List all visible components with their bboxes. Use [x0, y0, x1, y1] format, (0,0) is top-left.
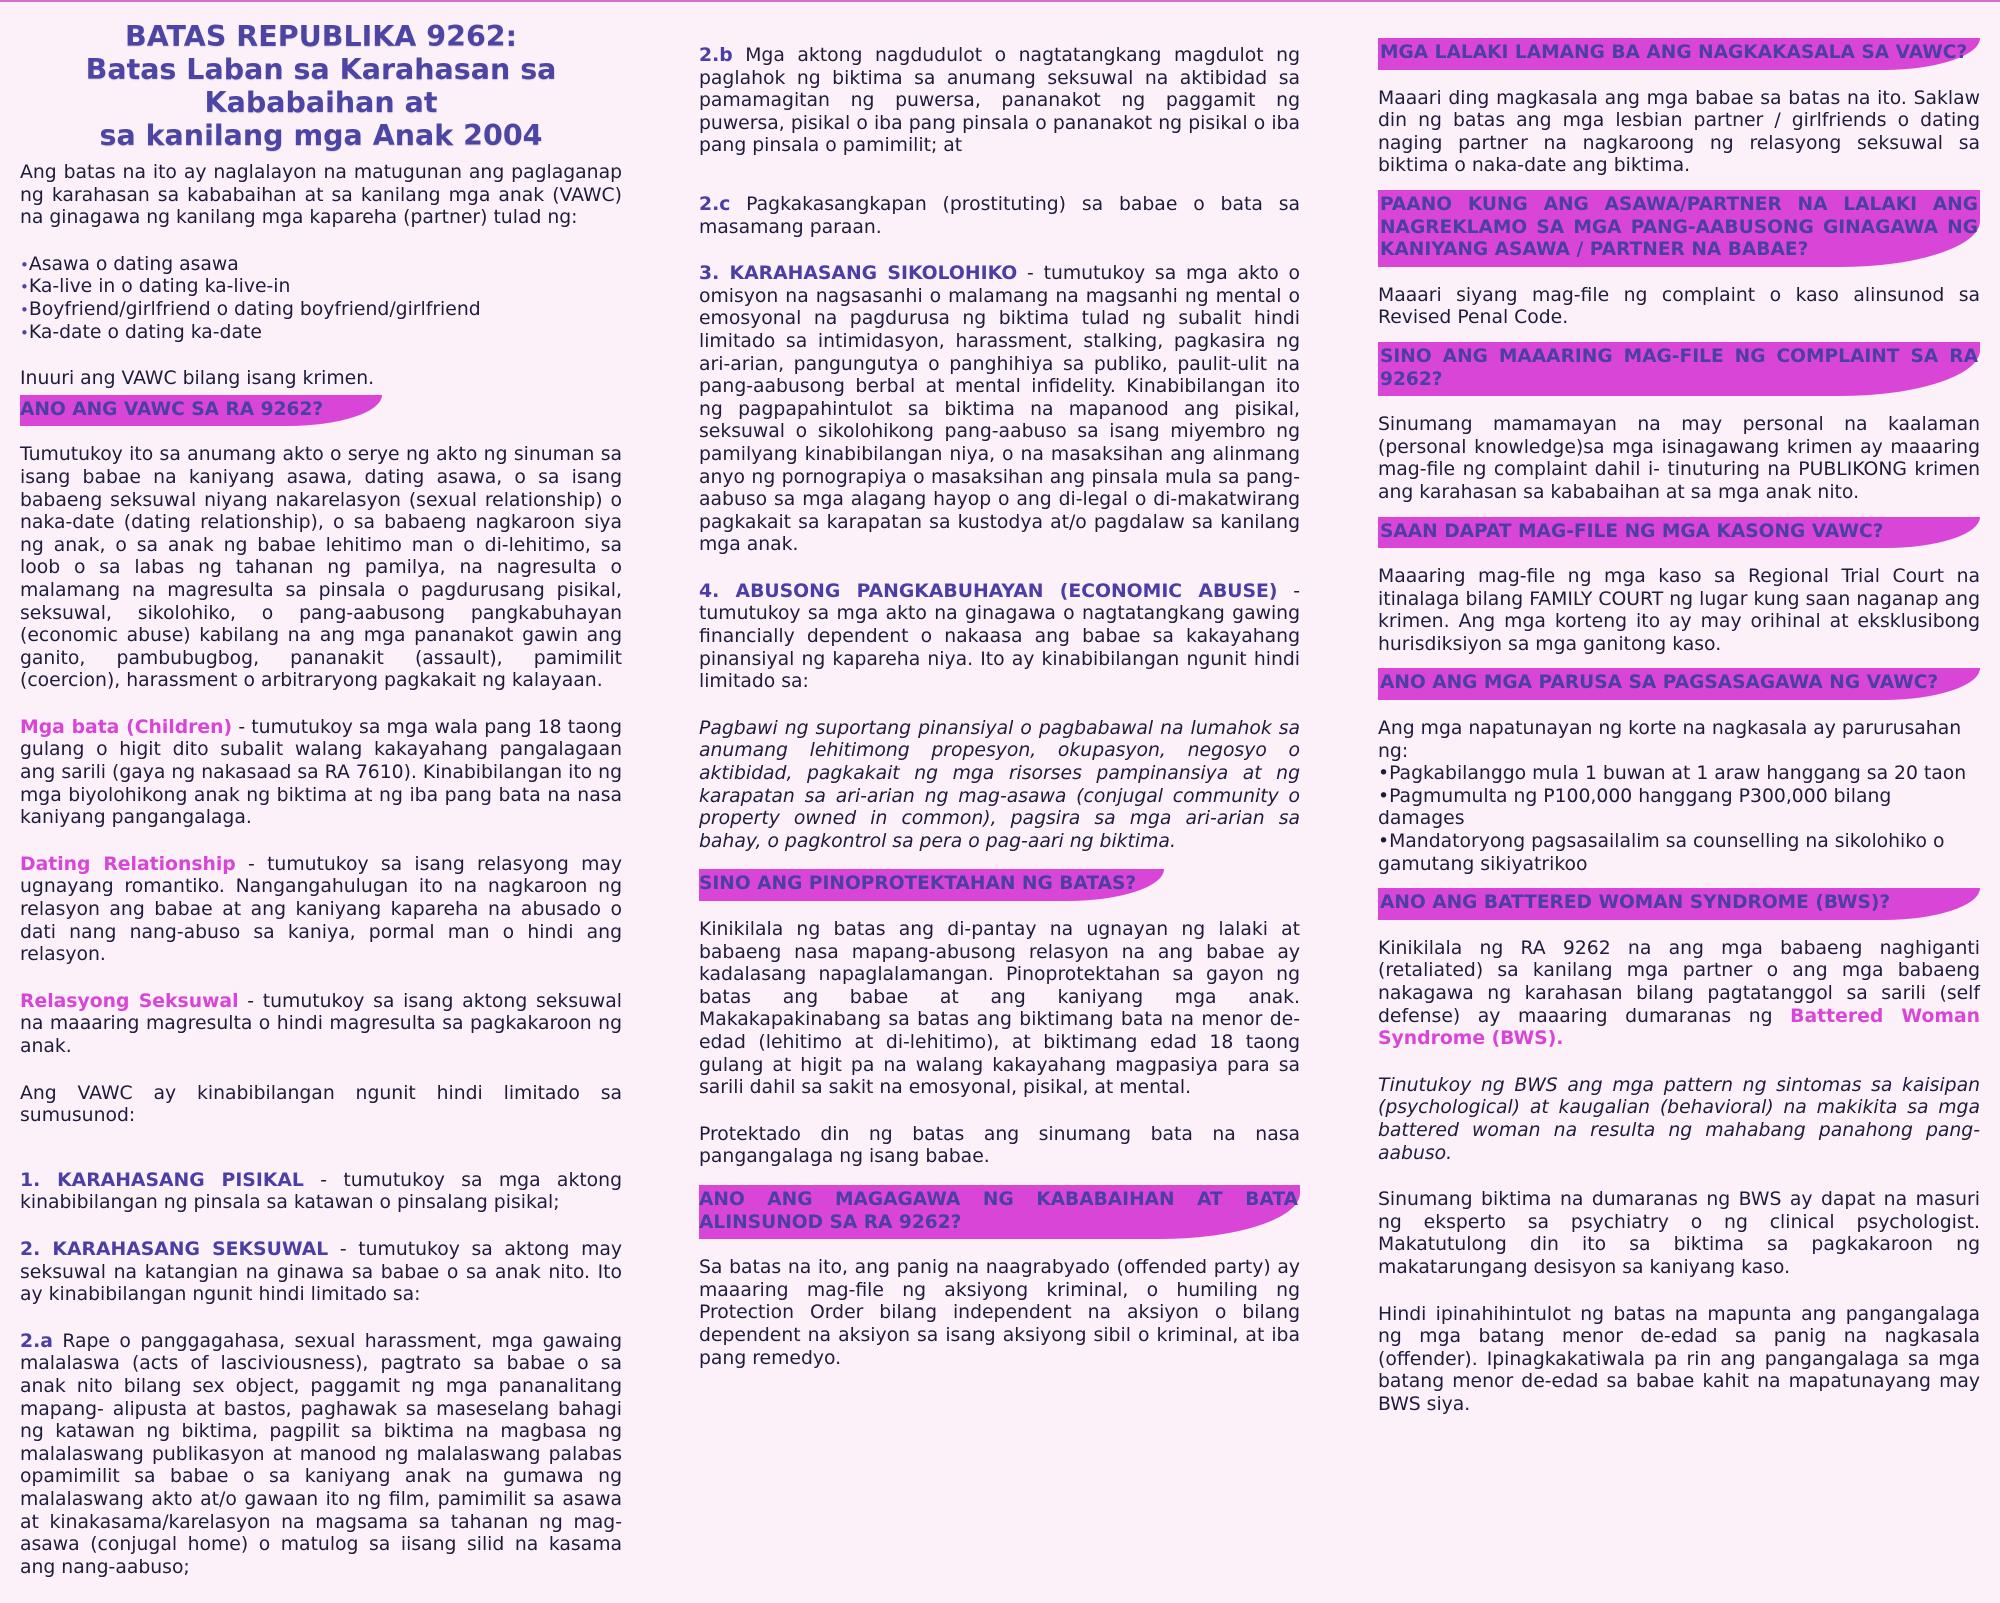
title-line-3: sa kanilang mga Anak 2004	[99, 119, 543, 152]
sexual-violence-term: 2. KARAHASANG SEKSUWAL	[20, 1238, 329, 1260]
economic-abuse-examples: Pagbawi ng suportang pinansiyal o pagbabawal na lumahok sa anumang lehitimong propesyon, okupasyon, negosyo o aktibidad, pagkakait ng mga risorses pampinansiya at ng karapatan sa ari-arian ng mag-asawa (conjugal community o property owned in common), pagsira sa mga ari-arian sa bahay, o pagkontrol sa pera o pag-aari ng biktima.	[699, 717, 1300, 852]
sexual-relationship-term: Relasyong Seksuwal	[20, 990, 239, 1012]
men-offenders-paragraph: Maaari ding magkasala ang mga babae sa batas na ito. Saklaw din ng batas ang mga lesbian partner / girlfriends o dating naging partner na nagkaroong ng relasyong seksuwal sa biktima o naka-date ang biktima.	[1378, 87, 1980, 177]
list-item: • Pagmumulta ng P100,000 hanggang P300,000 bilang damages	[1378, 786, 1980, 831]
heading-bws: ANO ANG BATTERED WOMAN SYNDROME (BWS)?	[1378, 888, 1980, 920]
list-item: • Mandatoryong pagsasailalim sa counselling na sikolohiko o gamutang sikiyatrikoo	[1378, 831, 1980, 876]
where-to-file-paragraph: Maaaring mag-file ng mga kaso sa Regional Trial Court na itinalaga bilang FAMILY COURT ng lugar kung saan naganap ang krimen. Ang mga korteng ito ay may orihinal at eksklusibong hurisdiksiyon sa mga ganitong kaso.	[1378, 566, 1980, 655]
economic-abuse-term: 4. ABUSONG PANGKABUHAYAN (ECONOMIC ABUSE)	[699, 580, 1278, 602]
bws-paragraph-3: Sinumang biktima na dumaranas ng BWS ay dapat na masuri ng eksperto sa psychiatry o ng clinical psychologist. Makatutulong din ito sa biktima sa pagkakaroon ng makatarungang desisyon sa kaniyang kaso.	[1378, 1189, 1980, 1278]
sexual-violence-2a: 2.a Rape o panggagahasa, sexual harassment, mga gawaing malalaswa (acts of lasciviousness), pagtrato sa babae o sa anak nito bilang sex object, paggamit ng mga pananalitang mapang- alipusta at bastos, paghawak sa maseselang bahagi ng katawan ng biktima, pagpilit sa biktima na magbasa ng malalaswang publikasyon at manood ng malalaswang palabas opamimilit sa babae o sa kaniyang anak na gumawa ng malalaswang akto at/o gawaan ito ng film, pamimilit sa asawa at kinakasama/karelasyon na magsama sa tahanan ng mag-asawa (conjugal home) o matulog sa iisang silid na kasama ang nang-aabuso;	[20, 1330, 622, 1578]
protected-paragraph-2: Protektado din ng batas ang sinumang bata na nasa pangangalaga ng isang babae.	[699, 1123, 1300, 1168]
protected-paragraph-1: Kinikilala ng batas ang di-pantay na ugnayan ng lalaki at babaeng nasa mapang-abusong relasyon na ang babae ay kadalasang napaglalamangan. Pinoprotektahan sa gayon ng batas ang babae at ang kaniyang mga anak. Makakapakinabang sa batas ang biktimang bata na menor de-edad (lehitimo at di-lehitimo), at biktimang edad 18 taong gulang at higit pa na walang kakayahang magpasiya para sa sarili dahil sa sakit na emosyonal, pisikal, at mental.	[699, 919, 1300, 1099]
sexual-relationship-definition: Relasyong Seksuwal - tumutukoy sa isang aktong seksuwal na maaaring magresulta o hindi magresulta sa pagkakaroon ng anak.	[20, 990, 622, 1057]
heading-vawc: ANO ANG VAWC SA RA 9262?	[20, 395, 382, 427]
dating-term: Dating Relationship	[20, 853, 236, 875]
male-victim-paragraph: Maaari siyang mag-file ng complaint o kaso alinsunod sa Revised Penal Code.	[1378, 284, 1980, 329]
list-item: • Ka-date o dating ka-date	[20, 322, 622, 345]
heading-penalties: ANO ANG MGA PARUSA SA PAGSASAGAWA NG VAWC?	[1378, 668, 1980, 700]
heading-male-victim: PAANO KUNG ANG ASAWA/PARTNER NA LALAKI ANG NAGREKLAMO SA MGA PANG-AABUSONG GINAGAWA NG KANIYANG ASAWA / PARTNER NA BABAE?	[1378, 190, 1980, 267]
bws-paragraph-4: Hindi ipinahihintulot ng batas na mapunta ang pangangalaga ng mga batang menor de-edad sa panig na nagkasala (offender). Ipinagkakatiwala pa rin ang pangangalaga sa mga batang menor de-edad sa babae kahit na mapatunayang may BWS siya.	[1378, 1303, 1980, 1415]
children-term: Mga bata (Children)	[20, 716, 233, 738]
heading-remedies: ANO ANG MAGAGAWA NG KABABAIHAN AT BATA ALINSUNOD SA RA 9262?	[699, 1185, 1300, 1239]
heading-who-can-file: SINO ANG MAAARING MAG-FILE NG COMPLAINT SA RA 9262?	[1378, 342, 1980, 396]
penalty-list	[1378, 763, 1980, 876]
heading-men-offenders: MGA LALAKI LAMANG BA ANG NAGKAKASALA SA VAWC?	[1378, 38, 1980, 70]
sexual-violence-2b: 2.b Mga aktong nagdudulot o nagtatangkang magdulot ng paglahok ng biktima sa anumang seksuwal na aktibidad sa pamamagitan ng puwersa, pananakot ng paggamit ng puwersa, pisikal o iba pang pinsala o pananakot ng pisikal o iba pang pinsala o pamimilit; at	[699, 45, 1300, 157]
bws-term: Battered Woman Syndrome (BWS).	[1378, 1005, 1980, 1050]
penalties-intro: Ang mga napatunayan ng korte na nagkasala ay parurusahan ng:	[1378, 718, 1962, 762]
includes-paragraph: Ang VAWC ay kinabibilangan ngunit hindi limitado sa sumusunod:	[20, 1082, 622, 1127]
list-item: • Ka-live in o dating ka-live-in	[20, 276, 622, 299]
item-2c-term: 2.c	[699, 193, 731, 215]
psychological-violence-term: 3. KARAHASANG SIKOLOHIKO	[699, 263, 1018, 285]
title-line-2: Batas Laban sa Karahasan sa Kababaihan at	[85, 53, 557, 119]
heading-where-to-file: SAAN DAPAT MAG-FILE NG MGA KASONG VAWC?	[1378, 517, 1980, 549]
bws-paragraph-1: Kinikilala ng RA 9262 na ang mga babaeng naghiganti (retaliated) sa kanilang mga partner o ang mga babaeng nakagawa ng karahasan bilang pagtatanggol sa sarili (self defense) ay maaaring dumaranas ng Battered Woman Syndrome (BWS).	[1378, 937, 1980, 1050]
partner-list	[20, 254, 622, 344]
sexual-violence-2c: 2.c Pagkakasangkapan (prostituting) sa babae o bata sa masamang paraan.	[699, 193, 1300, 238]
physical-violence: 1. KARAHASANG PISIKAL - tumutukoy sa mga aktong kinabibilangan ng pinsala sa katawan o pinsalang pisikal;	[20, 1169, 623, 1214]
heading-protected: SINO ANG PINOPROTEKTAHAN NG BATAS?	[699, 869, 1164, 901]
economic-abuse: 4. ABUSONG PANGKABUHAYAN (ECONOMIC ABUSE) - tumutukoy sa mga akto na ginagawa o nagtatangkang gawing financially dependent o nakaasa ang babae sa kakayahang pinansiyal ng kapareha niya. Ito ay kinabibilangan ngunit hindi limitado sa:	[699, 580, 1301, 693]
item-2b-term: 2.b	[699, 45, 733, 66]
physical-violence-term: 1. KARAHASANG PISIKAL	[20, 1169, 304, 1191]
column-1	[20, 18, 622, 1603]
vawc-definition: Tumutukoy ito sa anumang akto o serye ng akto ng sinuman sa isang babae na kaniyang asawa, dating asawa, o sa isang babaeng seksuwal niyang nakarelasyon (sexual relationship) o naka-date (dating relationship), o sa babaeng nagkaroon siya ng anak, o sa anak ng babae lehitimo man o di-lehitimo, sa loob o sa labas ng tahanan ng pamilya, na nagresulta o malamang na magresulta sa pinsala o pagdurusang pisikal, seksuwal, sikolohiko, o pang-aabusong pangkabuhayan (economic abuse) kabilang na ang mga pananakot gawin ang ganito, pambubugbog, pananakit (assault), pamimilit (coercion), harassment o arbitraryong pagkakait ng kalayaan.	[20, 444, 622, 692]
dating-definition: Dating Relationship - tumutukoy sa isang relasyong may ugnayang romantiko. Nangangahulugan ito na nagkaroon ng relasyon ang babae at ang kaniyang kapareha na abusado o dati nang nang-abuso sa kaniya, pormal man o hindi ang relasyon.	[20, 853, 623, 966]
psychological-violence: 3. KARAHASANG SIKOLOHIKO - tumutukoy sa mga akto o omisyon na nagsasanhi o malamang na magsanhi ng mental o emosyonal na pagdurusa ng biktima tulad ng subalit hindi limitado sa intimidasyon, harassment, stalking, pagkasira ng ari-arian, pangungutya o panghihiya sa publiko, paulit-ulit na pang-aabusong berbal at mental infidelity. Kinabibilangan ito ng pagpapahintulot sa biktima na mapanood ang pisikal, seksuwal o sikolohikong pang-aabuso sa isang miyembro ng pamilyang kinabibilangan niya, o na masaksihan ang alinmang anyo ng pornograpiya o masaksihan ang pinsala mula sa pang-aabuso sa mga alagang hayop o ang di-legal o di-makatwirang pagkakait sa karapatan sa kustodya at/o pagdalaw sa kanilang mga anak.	[699, 263, 1300, 556]
list-item: • Boyfriend/girlfriend o dating boyfriend/girlfriend	[20, 299, 622, 322]
column-3	[1378, 38, 1980, 1441]
title-line-1: BATAS REPUBLIKA 9262:	[124, 20, 517, 53]
page-title	[20, 20, 622, 152]
who-can-file-paragraph: Sinumang mamamayan na may personal na kaalaman (personal knowledge)sa mga isinagawang krimen ay maaaring mag-file ng complaint dahil i- tinuturing na PUBLIKONG krimen ang karahasan sa kababaihan at sa mga anak nito.	[1378, 414, 1980, 503]
bws-paragraph-2: Tinutukoy ng BWS ang mga pattern ng sintomas sa kaisipan (psychological) at kaugalian (behavioral) na makikita sa mga battered woman na resulta ng mahabang panahong pang-aabuso.	[1378, 1074, 1980, 1164]
children-definition: Mga bata (Children) - tumutukoy sa mga wala pang 18 taong gulang o higit dito subalit walang kakayahang pangalagaan ang sarili (gaya ng nakasaad sa RA 7610). Kinabibilangan ito ng mga biyolohikong anak ng biktima at ng iba pang bata na nasa kaniyang pangangalaga.	[20, 716, 622, 829]
item-2a-term: 2.a	[20, 1330, 53, 1352]
crime-statement: Inuuri ang VAWC bilang isang krimen.	[20, 368, 375, 390]
column-2	[699, 45, 1300, 1394]
list-item: • Asawa o dating asawa	[20, 254, 622, 277]
intro-paragraph: Ang batas na ito ay naglalayon na matugunan ang paglaganap ng karahasan sa kababaihan at sa kanilang mga anak (VAWC) na ginagawa ng kanilang mga kapareha (partner) tulad ng:	[20, 162, 622, 229]
remedies-paragraph: Sa batas na ito, ang panig na naagrabyado (offended party) ay maaaring mag-file ng aksiyong kriminal, o humiling ng Protection Order bilang independent na aksiyon o bilang dependent na aksiyon sa isang aksiyong sibil o kriminal, at iba pang remedyo.	[699, 1257, 1300, 1369]
sexual-violence: 2. KARAHASANG SEKSUWAL - tumutukoy sa aktong may seksuwal na katangian na ginawa sa babae o sa anak nito. Ito ay kinabibilangan ngunit hindi limitado sa:	[20, 1238, 622, 1306]
top-border-line	[0, 0, 2000, 2]
list-item: • Pagkabilanggo mula 1 buwan at 1 araw hanggang sa 20 taon	[1378, 763, 1980, 786]
